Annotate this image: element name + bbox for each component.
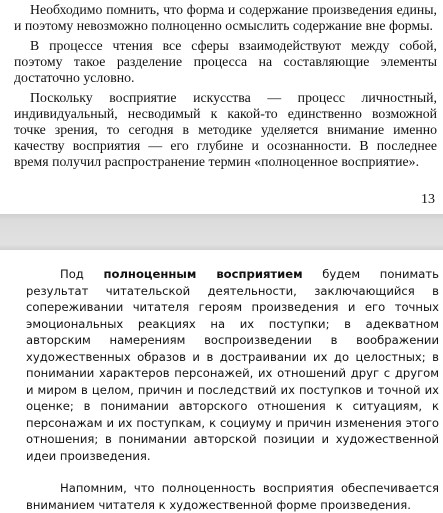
page-separator <box>0 214 443 250</box>
definition-intro: Под <box>60 267 104 281</box>
paragraph-reminder: Напомним, что полноценность восприятия обеспечивается вниманием читателя к художественной форме произведения. <box>26 481 439 512</box>
bottom-page-text <box>26 266 439 513</box>
bottom-page <box>0 250 443 512</box>
top-page-text <box>14 2 437 174</box>
paragraph-form-content: Необходимо помнить, что форма и содержание произведения едины, и поэтому невозможно полноценно осмыслить содержание вне формы. <box>14 2 437 33</box>
definition-body: будем понимать результат читательской деятельности, заключающийся в сопереживании читателя героям произведения и его точных эмоциональных реакциях на их поступки; в адекватном авторским намерениям воспроизведении в воображении художественных образов и в достраивании их до целостных; в понимании характеров персонажей, их отношений друг с другом и миром в целом, причин и последствий их поступков и точной их оценке; в понимании авторского отношения к ситуациям, к персонажам и их поступкам, к социуму и причин изменения этого отношения; в понимании авторской позиции и художественной идеи произведения. <box>26 267 439 463</box>
paragraph-full-perception-definition <box>26 266 439 464</box>
top-page <box>0 0 443 214</box>
page-number: 13 <box>421 192 435 207</box>
paragraph-art-perception: Поскольку восприятие искусства — процесс личностный, индивидуальный, несводимый к какой-то единственно возможной точке зрения, то сегодня в методике уделяется внимание именно качеству восприятия — его глубине и осознанности. В последнее время получил распространение термин «полноценное восприятие». <box>14 90 437 169</box>
paragraph-reading-spheres: В процессе чтения все сферы взаимодействуют между собой, поэтому такое разделение процесса на составляющие элементы достаточно условно. <box>14 38 437 85</box>
defined-term: полноценным восприятием <box>103 267 303 281</box>
